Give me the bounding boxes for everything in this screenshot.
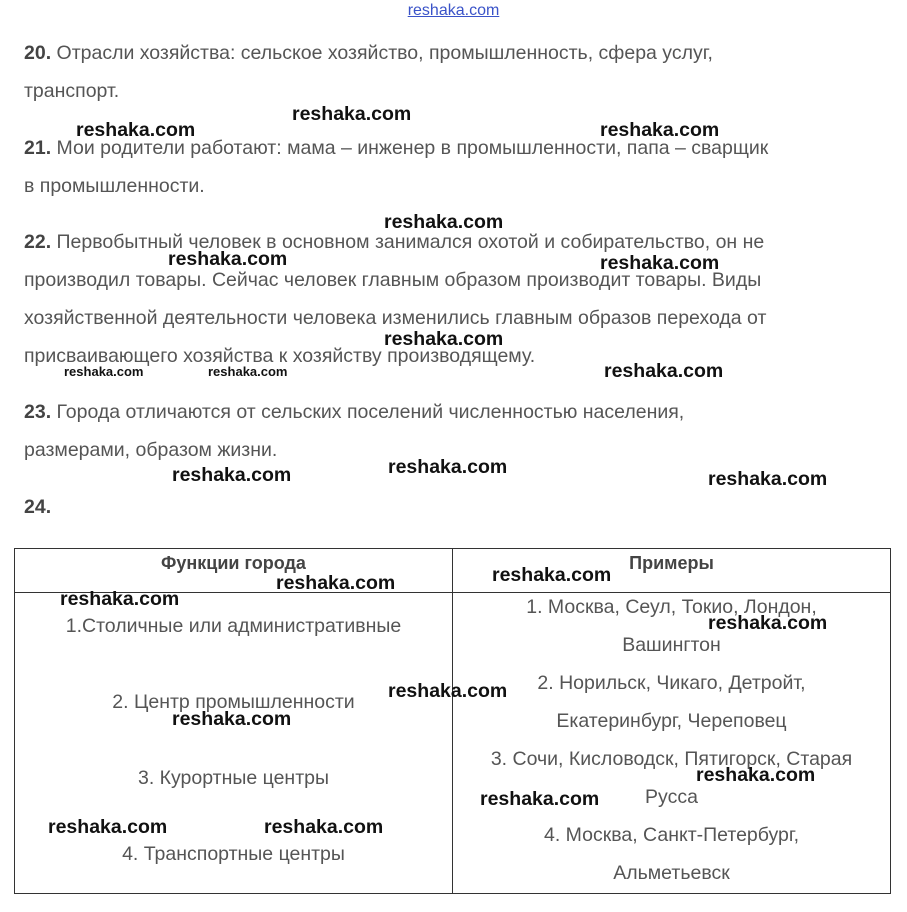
watermark: reshaka.com (60, 588, 180, 610)
column-header-examples: Примеры (453, 549, 891, 593)
answer-line: в промышленности. (24, 175, 205, 197)
answer-line: присваивающего хозяйства к хозяйству производящему. (24, 345, 536, 367)
example-line: Русса (645, 786, 698, 808)
watermark: reshaka.com (604, 360, 724, 382)
watermark: reshaka.com (388, 456, 508, 478)
watermark: reshaka.com (64, 364, 144, 379)
watermark: reshaka.com (292, 103, 412, 125)
watermark: reshaka.com (384, 328, 504, 350)
answer-number: 21. (24, 137, 52, 159)
answer-line: Мои родители работают: мама – инженер в промышленности, папа – сварщик (56, 137, 769, 159)
watermark: reshaka.com (208, 364, 288, 379)
example-line: 2. Норильск, Чикаго, Детройт, (537, 672, 806, 694)
watermark: reshaka.com (168, 248, 288, 270)
example-line: Екатеринбург, Череповец (556, 710, 787, 732)
watermark: reshaka.com (264, 816, 384, 838)
function-item: 1.Столичные или административные (65, 615, 402, 637)
watermark: reshaka.com (600, 252, 720, 274)
watermark: reshaka.com (172, 708, 292, 730)
watermark: reshaka.com (76, 119, 196, 141)
watermark: reshaka.com (48, 816, 168, 838)
function-item: 3. Курортные центры (137, 767, 329, 789)
example-line: Альметьевск (613, 862, 730, 884)
watermark: reshaka.com (276, 572, 396, 594)
table-header-row (15, 549, 891, 593)
example-line: Вашингтон (622, 634, 721, 656)
answer-line: хозяйственной деятельности человека изменились главным образов перехода от (24, 307, 767, 329)
watermark: reshaka.com (696, 764, 816, 786)
answer-line: транспорт. (24, 80, 120, 102)
watermark: reshaka.com (708, 612, 828, 634)
example-line: 4. Москва, Санкт-Петербург, (543, 824, 800, 846)
answer-line: Первобытный человек в основном занимался охотой и собирательство, он не (56, 231, 765, 253)
watermark: reshaka.com (480, 788, 600, 810)
answer-24 (24, 488, 884, 526)
column-header-functions: Функции города (15, 549, 453, 593)
example-line: 1. Москва, Сеул, Токио, Лондон, (526, 596, 817, 618)
watermark: reshaka.com (172, 464, 292, 486)
examples-cell (453, 593, 891, 894)
answer-20 (24, 34, 884, 110)
table-row (15, 593, 891, 894)
function-item: 2. Центр промышленности (112, 691, 355, 713)
answer-number: 24. (24, 496, 52, 518)
answer-number: 22. (24, 231, 52, 253)
watermark: reshaka.com (384, 211, 504, 233)
answer-number: 20. (24, 42, 52, 64)
answer-line: размерами, образом жизни. (24, 439, 278, 461)
answer-line: Отрасли хозяйства: сельское хозяйство, промышленность, сфера услуг, (56, 42, 713, 64)
watermark: reshaka.com (600, 119, 720, 141)
watermark: reshaka.com (708, 468, 828, 490)
watermark: reshaka.com (388, 680, 508, 702)
answer-line: производил товары. Сейчас человек главным образом производит товары. Виды (24, 269, 762, 291)
watermark: reshaka.com (492, 564, 612, 586)
site-link[interactable]: reshaka.com (407, 2, 500, 19)
answer-line: Города отличаются от сельских поселений численностью населения, (56, 401, 685, 423)
answer-number: 23. (24, 401, 52, 423)
answer-22 (24, 223, 884, 375)
example-line: 3. Сочи, Кисловодск, Пятигорск, Старая (490, 748, 853, 770)
functions-cell (15, 593, 453, 894)
function-item: 4. Транспортные центры (122, 843, 345, 865)
